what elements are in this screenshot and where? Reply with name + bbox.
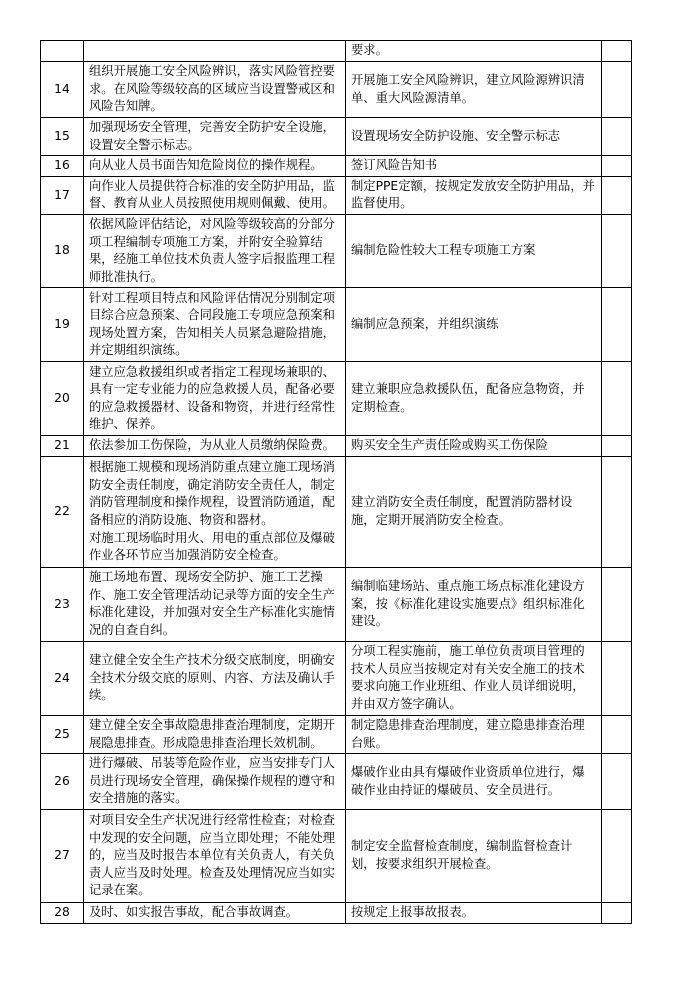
table-row	[41, 62, 632, 118]
remark-cell	[602, 62, 632, 118]
measure-cell: 设置现场安全防护设施、安全警示标志	[346, 118, 602, 156]
requirement-cell: 建立健全安全生产技术分级交底制度，明确安全技术分级交底的原则、内容、方法及确认手续。	[84, 641, 346, 715]
table-row	[41, 754, 632, 810]
measure-cell: 开展施工安全风险辨识，建立风险源辨识清单、重大风险源清单。	[346, 62, 602, 118]
measure-cell: 制定PPE定额，按规定发放安全防护用品，并监督使用。	[346, 176, 602, 214]
row-number: 15	[41, 118, 84, 156]
requirement-cell: 依法参加工伤保险，为从业人员缴纳保险费。	[84, 436, 346, 457]
remark-cell	[602, 288, 632, 362]
safety-measures-table	[40, 40, 632, 924]
requirement-cell: 针对工程项目特点和风险评估情况分别制定项目综合应急预案、合同段施工专项应急预案和现场处置方案，告知相关人员紧急避险措施，并定期组织演练。	[84, 288, 346, 362]
row-number: 16	[41, 156, 84, 177]
table-row	[41, 118, 632, 156]
remark-cell	[602, 809, 632, 902]
table-row	[41, 436, 632, 457]
requirement-cell: 向作业人员提供符合标准的安全防护用品，监督、教育从业人员按照使用规则佩戴、使用。	[84, 176, 346, 214]
row-number: 28	[41, 902, 84, 923]
measure-cell: 编制临建场站、重点施工场点标准化建设方案，按《标准化建设实施要点》组织标准化建设。	[346, 567, 602, 641]
requirement-cell: 依据风险评估结论，对风险等级较高的分部分项工程编制专项施工方案，并附安全验算结果，经施工单位技术负责人签字后报监理工程师批准执行。	[84, 214, 346, 287]
table-row	[41, 641, 632, 715]
table-row	[41, 715, 632, 753]
table-row	[41, 456, 632, 567]
row-number: 17	[41, 176, 84, 214]
row-number: 27	[41, 809, 84, 902]
remark-cell	[602, 156, 632, 177]
measure-cell: 制定安全监督检查制度，编制监督检查计划，按要求组织开展检查。	[346, 809, 602, 902]
table-row	[41, 214, 632, 287]
remark-cell	[602, 41, 632, 62]
row-number: 18	[41, 214, 84, 287]
remark-cell	[602, 362, 632, 436]
table-row	[41, 41, 632, 62]
measure-cell: 分项工程实施前，施工单位负责项目管理的技术人员应当按规定对有关安全施工的技术要求向施工作业班组、作业人员详细说明，并由双方签字确认。	[346, 641, 602, 715]
row-number: 24	[41, 641, 84, 715]
measure-cell: 制定隐患排查治理制度，建立隐患排查治理台账。	[346, 715, 602, 753]
requirement-cell: 加强现场安全管理，完善安全防护安全设施，设置安全警示标志。	[84, 118, 346, 156]
remark-cell	[602, 902, 632, 923]
requirement-cell: 进行爆破、吊装等危险作业，应当安排专门人员进行现场安全管理，确保操作规程的遵守和安全措施的落实。	[84, 754, 346, 810]
requirement-cell: 施工场地布置、现场安全防护、施工工艺操作、施工安全管理活动记录等方面的安全生产标准化建设，并加强对安全生产标准化实施情况的自查自纠。	[84, 567, 346, 641]
remark-cell	[602, 641, 632, 715]
row-number: 22	[41, 456, 84, 567]
table-row	[41, 156, 632, 177]
requirement-cell: 对项目安全生产状况进行经常性检查；对检查中发现的安全问题，应当立即处理；不能处理的，应当及时报告本单位有关负责人，有关负责人应当及时处理。检查及处理情况应当如实记录在案。	[84, 809, 346, 902]
row-number	[41, 41, 84, 62]
table-row	[41, 176, 632, 214]
row-number: 19	[41, 288, 84, 362]
measure-cell: 要求。	[346, 41, 602, 62]
table-row	[41, 362, 632, 436]
table-row	[41, 288, 632, 362]
row-number: 25	[41, 715, 84, 753]
row-number: 20	[41, 362, 84, 436]
remark-cell	[602, 754, 632, 810]
remark-cell	[602, 436, 632, 457]
requirement-cell: 及时、如实报告事故，配合事故调查。	[84, 902, 346, 923]
measure-cell: 建立消防安全责任制度，配置消防器材设施，定期开展消防安全检查。	[346, 456, 602, 567]
measure-cell: 建立兼职应急救援队伍，配备应急物资，并定期检查。	[346, 362, 602, 436]
row-number: 23	[41, 567, 84, 641]
requirement-cell: 向从业人员书面告知危险岗位的操作规程。	[84, 156, 346, 177]
measure-cell: 编制应急预案，并组织演练	[346, 288, 602, 362]
requirement-cell: 建立应急救援组织或者指定工程现场兼职的、具有一定专业能力的应急救援人员，配备必要的应急救援器材、设备和物资，并进行经常性维护、保养。	[84, 362, 346, 436]
remark-cell	[602, 456, 632, 567]
measure-cell: 签订风险告知书	[346, 156, 602, 177]
requirement-cell: 根据施工规模和现场消防重点建立施工现场消防安全责任制度，确定消防安全责任人，制定消防管理制度和操作规程，设置消防通道，配备相应的消防设施、物资和器材。 对施工现场临时用火、用电的重点部位及爆破作业各环节应当加强消防安全检查。	[84, 456, 346, 567]
remark-cell	[602, 214, 632, 287]
table-row	[41, 902, 632, 923]
table-row	[41, 809, 632, 902]
requirement-cell: 组织开展施工安全风险辨识，落实风险管控要求。在风险等级较高的区域应当设置警戒区和风险告知牌。	[84, 62, 346, 118]
measure-cell: 按规定上报事故报表。	[346, 902, 602, 923]
measure-cell: 爆破作业由具有爆破作业资质单位进行，爆破作业由持证的爆破员、安全员进行。	[346, 754, 602, 810]
measure-cell: 购买安全生产责任险或购买工伤保险	[346, 436, 602, 457]
remark-cell	[602, 715, 632, 753]
table-body	[41, 41, 632, 924]
remark-cell	[602, 176, 632, 214]
row-number: 14	[41, 62, 84, 118]
row-number: 21	[41, 436, 84, 457]
measure-cell: 编制危险性较大工程专项施工方案	[346, 214, 602, 287]
requirement-cell: 建立健全安全事故隐患排查治理制度，定期开展隐患排查。形成隐患排查治理长效机制。	[84, 715, 346, 753]
row-number: 26	[41, 754, 84, 810]
requirement-cell	[84, 41, 346, 62]
remark-cell	[602, 567, 632, 641]
remark-cell	[602, 118, 632, 156]
table-row	[41, 567, 632, 641]
